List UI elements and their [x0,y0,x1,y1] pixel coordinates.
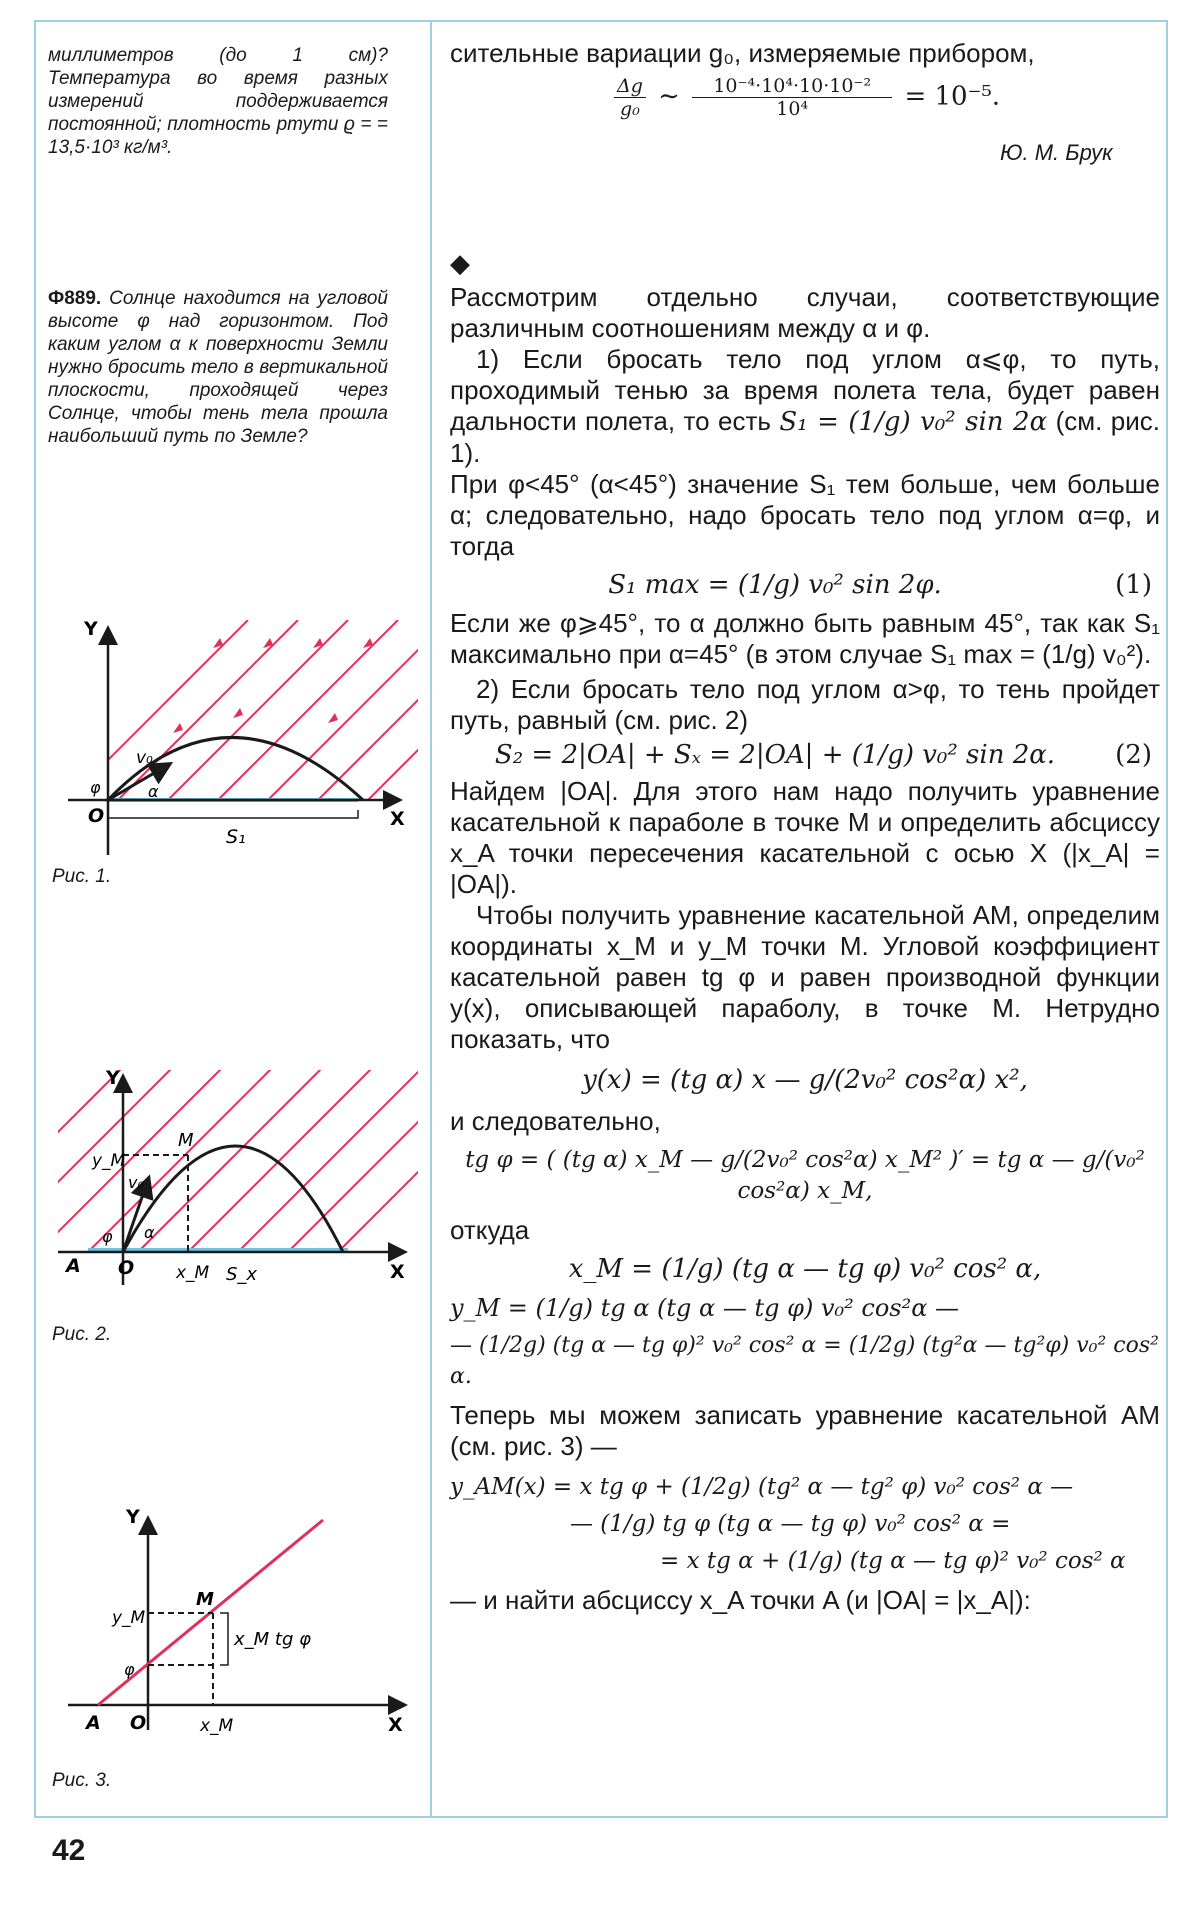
equation-7a: y_AM(x) = x tg φ + (1/2g) (tg² α — tg² φ) v₀² cos² α — [450,1474,1074,1500]
figure-2 [48,1060,418,1300]
left-continuation [48,44,388,159]
fig2-ym-label: y_M [92,1151,126,1171]
trajectory [108,738,363,801]
solution-p10: Теперь мы можем записать уравнение касательной AM (см. рис. 3) — [450,1400,1160,1461]
fig2-x-label: X [390,1261,405,1283]
solution-p9: откуда [450,1215,530,1245]
fig2-caption: Рис. 2. [52,1324,112,1345]
equation-7b: — (1/g) tg φ (tg α — tg φ) v₀² cos² α = [570,1511,1011,1537]
trajectory [123,1146,343,1252]
equation-6b: — (1/2g) (tg α — tg φ)² v₀² cos² α = (1/2g) (tg²α — tg²φ) v₀² cos² α. [450,1333,1159,1389]
formula-num: 10⁻⁴·10⁴·10·10⁻² [692,75,892,98]
equation-6a: y_M = (1/g) tg α (tg α — tg φ) v₀² cos²α — [450,1294,960,1322]
solution-p2-formula: S₁ = (1/g) v₀² sin 2α [779,407,1048,437]
equation-2 [450,736,1160,776]
fig2-alpha-label: α [144,1223,155,1242]
velocity-vector [108,765,168,800]
fig3-m-label: M [196,1589,214,1610]
fig1-x-label: X [390,808,405,830]
fig2-phi-label: φ [102,1227,113,1246]
fig3-x-label: X [388,1714,403,1736]
formula-lhs-den: g₀ [620,98,640,120]
author: Ю. М. Брук [1000,140,1113,165]
equation-5: x_M = (1/g) (tg α — tg φ) v₀² cos² α, [568,1254,1042,1284]
problem-text: Солнце находится на угловой высоте φ над горизонтом. Под каким углом α к поверхности Земли нужно бросить тело в вертикальной плоскости, проходящей через Солнце, чтобы тень тела прошла наибольший путь по Земле? [48,288,388,447]
fig3-y-label: Y [126,1506,140,1528]
fig2-sx-label: S_x [226,1264,258,1285]
solution-p6: Найдем |OA|. Для этого нам надо получить уравнение касательной к параболе в точке M и определить абсциссу x_A точки пересечения касательной с осью X (|x_A| = |OA|). [450,776,1160,899]
solution-p5: 2) Если бросать тело под углом α>φ, то тень пройдет путь, равный (см. рис. 2) [450,674,1160,735]
formula-lhs-num: Δg [614,75,646,98]
equation-1 [450,562,1160,608]
column-divider [430,20,432,1818]
formula-den: 10⁴ [776,98,809,120]
fig3-phi-label: φ [124,1660,135,1679]
equation-4: tg φ = ( (tg α) x_M — g/(2v₀² cos²α) x_M² )′ = tg α — g/(v₀² cos²α) x_M, [465,1147,1145,1204]
eq2-text: S₂ = 2|OA| + Sₓ = 2|OA| + (1/g) v₀² sin 2α. [494,740,1056,770]
solution-p3: При φ<45° (α<45°) значение S₁ тем больше, чем больше α; следовательно, надо бросать тело под углом α=φ, и тогда [450,469,1160,561]
fig1-origin-label: O [88,805,105,827]
fig1-caption: Рис. 1. [52,866,112,887]
formula-rel: ∼ [658,81,680,112]
formula-result: = 10⁻⁵. [904,81,1001,112]
page-number: 42 [52,1834,86,1867]
fig2-o-label: O [118,1257,135,1279]
fig3-caption: Рис. 3. [52,1770,112,1791]
figure-1 [48,615,418,860]
fig1-y-label: Y [84,618,98,640]
problem-statement [48,287,388,448]
fig2-a-label: A [66,1255,81,1277]
fig3-bracket-label: x_M tg φ [234,1629,311,1650]
fig3-o-label: O [130,1712,147,1734]
fig3-xm-label: x_M [200,1716,234,1736]
solution-p4: Если же φ⩾45°, то α должно быть равным 45°, так как S₁ максимально при α=45° (в этом случае S₁ max = (1/g) v₀²). [450,608,1160,669]
problem-number: Ф889. [48,288,102,309]
solution-p11: — и найти абсциссу x_A точки A (и |OA| = |x_A|): [450,1585,1031,1615]
solution-p1: Рассмотрим отдельно случаи, соответствующие различным соотношениям между α и φ. [450,282,1160,343]
top-section [450,38,1160,120]
fig2-m-label: M [178,1130,194,1151]
solution [450,250,1160,1616]
fig2-xm-label: x_M [176,1263,210,1283]
figure-3 [48,1505,418,1745]
solution-p8: и следовательно, [450,1106,661,1136]
fig1-phi-label: φ [90,778,101,797]
equation-7c: = x tg α + (1/g) (tg α — tg φ)² v₀² cos² α [660,1548,1126,1574]
continuation-text: миллиметров (до 1 см)? Температура во время разных измерений поддерживается постоянной; плотность ртути ϱ = = 13,5·10³ кг/м³. [48,45,388,158]
eq2-number: (2) [1115,740,1152,770]
solution-marker: ◆ [450,248,470,278]
solution-p7: Чтобы получить уравнение касательной AM, определим координаты x_M и y_M точки M. Угловой коэффициент касательной равен tg φ и равен производной функции y(x), описывающей параболу, в точке M. Нетрудно показать, что [450,900,1160,1054]
fig1-v0-label: v₀ [136,748,153,768]
fig2-v0-label: v₀ [128,1173,144,1192]
top-line: сительные вариации g₀, измеряемые прибором, [450,38,1035,68]
variation-formula [450,75,1160,120]
fig3-a-label: A [86,1712,101,1734]
solution-p2b: (см. рис. 1). [450,406,1161,468]
fig1-s1-label: S₁ [226,826,246,848]
solution-p2a: 1) Если бросать тело под углом α⩽φ, то путь, проходимый тенью за время полета тела, будет равен дальности полета, то есть [450,344,1160,436]
fig2-y-label: Y [106,1067,120,1089]
equation-3: y(x) = (tg α) x — g/(2v₀² cos²α) x², [582,1065,1028,1095]
fig1-alpha-label: α [148,782,159,801]
eq1-text: S₁ max = (1/g) v₀² sin 2φ. [608,570,942,600]
fig3-ym-label: y_M [112,1608,146,1628]
eq1-number: (1) [1115,570,1152,600]
